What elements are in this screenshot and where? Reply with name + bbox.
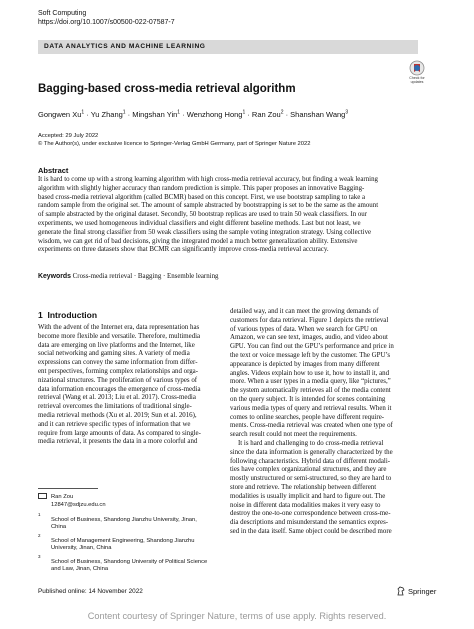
abstract-line: algorithm with slightly higher accuracy than random prediction is simple. This paper proposes an innovative Bagging- (38, 184, 365, 192)
body-line: angles. Videos explain how to use it, how to install it, and (230, 369, 390, 377)
publisher-logo (396, 586, 436, 596)
abstract-line: of sample abstracted by the original dataset. Secondly, 50 bootstrap replicas are used to train 50 weak classifiers. In our (38, 211, 368, 219)
keywords-label: Keywords (38, 273, 71, 280)
courtesy-notice: Content courtesy of Springer Nature, terms of use apply. Rights reserved. (87, 611, 387, 621)
body-line: mostly unstructured or semi-structured, so they are hard to (230, 475, 392, 483)
body-line: dia descriptions and misunderstand the semantics expres- (230, 519, 389, 527)
author-affiliation-mark: 3 (345, 109, 349, 116)
copyright-notice: © The Author(s), under exclusive licence to Springer-Verlag GmbH Germany, part of Springer Nature 2022 (38, 140, 311, 147)
abstract-heading: Abstract (38, 166, 69, 175)
body-line: more. When a user types in a media query, like “pictures,” (230, 378, 391, 386)
abstract-line: It is hard to come up with a strong learning algorithm with high cross-media retrieval accuracy, but finding a weak learning (38, 176, 378, 183)
affiliation-number: 1 (38, 512, 41, 518)
body-line: comes to online searches, people have different require- (230, 413, 385, 421)
corresponding-email[interactable]: 12847@sdjzu.edu.cn (51, 501, 106, 508)
affiliation-number: 2 (38, 533, 41, 539)
paper-title: Bagging-based cross-media retrieval algorithm (38, 83, 296, 95)
body-line: ties have complex organizational structures, and they are (230, 466, 387, 474)
affiliation-line: School of Management Engineering, Shandong Jianzhu (51, 537, 195, 544)
keywords-text: Cross-media retrieval · Bagging · Ensemble learning (72, 273, 219, 280)
footnote-rule (38, 488, 98, 489)
body-line: since the data information is generally characterized by the (230, 448, 393, 456)
body-line: GPU. You can find out the GPU’s performance and price in (230, 343, 394, 351)
body-line: social networking and gaming sites. A variety of media (38, 350, 190, 358)
author-name[interactable]: Wenzhong Hong (186, 110, 243, 119)
affiliation-line: School of Business, Shandong Jianzhu University, Jinan, (51, 516, 197, 523)
email-icon (38, 493, 47, 499)
affiliation-1 (38, 512, 224, 532)
body-line: the text or voice message left by the customer. The GPU’s (230, 351, 391, 359)
accepted-date: Accepted: 29 July 2022 (38, 133, 99, 139)
affiliation-3 (38, 554, 224, 574)
body-line: various media types of query and retrieval results. When it (230, 404, 392, 412)
body-line: retrieval overcomes the limitations of traditional single- (38, 403, 192, 411)
body-line: require from large amounts of data. As compared to single- (38, 429, 201, 437)
publisher-name: Springer (408, 587, 437, 596)
author-affiliation-mark: 1 (81, 109, 85, 116)
keywords (38, 272, 218, 281)
body-line: retrieval (Wang et al. 2013; Liu et al. 2017). Cross-media (38, 394, 196, 402)
body-line: search result could not meet the requirements. (230, 431, 357, 439)
springer-horse-icon (396, 586, 406, 596)
body-line: following characteristics. Hybrid data of different modali- (230, 457, 391, 465)
author-name[interactable]: Yu Zhang (90, 110, 123, 119)
body-line: the system automatically retrieves all of the media content (230, 387, 391, 395)
author-affiliation-mark: 1 (122, 109, 126, 116)
body-line: modalities is usually implicit and hard to figure out. The (230, 492, 386, 500)
section-title: Introduction (47, 310, 98, 320)
body-line: nizational structures. The proliferation of various types of (38, 376, 198, 384)
journal-name: Soft Computing (38, 10, 87, 17)
affiliation-line: China (51, 524, 67, 530)
section-banner: DATA ANALYTICS AND MACHINE LEARNING (38, 40, 418, 54)
body-line: of various types of data. When we search for GPU on (230, 325, 378, 333)
affiliation-2 (38, 533, 224, 553)
author-name[interactable]: Gongwen Xu (38, 110, 82, 119)
check-for-updates-icon (409, 60, 425, 76)
corresponding-author (38, 492, 224, 509)
body-line: sed in the data itself. Same object could be described more (230, 527, 392, 535)
body-line: store and retrieve. The relationship between different (230, 483, 377, 491)
body-line: data information encourages the emergence of cross-media (38, 385, 201, 393)
body-line: media retrieval methods (Xu et al. 2019; Sun et al. 2016), (38, 411, 197, 419)
body-line: Amazon, we can see text, images, audio, and video about (230, 334, 388, 342)
abstract-line: random sample from the original set. The amount of sample abstracted by bootstrapping is set to be the same as the amount (38, 202, 379, 210)
body-line: expressions can convey the same information from differ- (38, 359, 198, 367)
body-line: become more flexible and versatile. Therefore, multimedia (38, 332, 201, 340)
badge-line1: Check for (409, 76, 425, 80)
affiliation-line: and Law, Jinan, China (51, 566, 109, 572)
body-line: destroy the one-to-one correspondence between cross-me- (230, 510, 391, 518)
abstract-line: wisdom, we can get rid of bad decisions, giving the integrated model a much better generalization ability. Extensive (38, 237, 358, 245)
corresponding-name: Ran Zou (51, 494, 74, 500)
affiliation-line: University, Jinan, China (51, 545, 112, 551)
body-line: noise in different data modalities makes it very easy to (230, 501, 381, 509)
body-line: media retrieval, it presents the data in a more colorful and (38, 438, 198, 446)
abstract-line: based cross-media retrieval algorithm (called BCMR) based on this concept. First, we use bootstrap sampling to take a (38, 193, 366, 201)
author-affiliation-mark: 2 (280, 109, 284, 116)
body-line: detailed way, and it can meet the growing demands of (230, 308, 379, 315)
affiliation-line: School of Business, Shandong University of Political Science (51, 558, 208, 565)
author-list: Gongwen $Xu^1 \cdot Yu$ Zhang$^1$ · Mingshan Yin$^1$ · Wenzhong Hong$^1$ · Ran Zou$^2$ · Shanshan Wang$^3$ (38, 109, 349, 119)
body-line: on the query subject. It is intended for scenes containing (230, 395, 386, 403)
author-name[interactable]: Shanshan Wang (290, 110, 346, 119)
journal-header (38, 9, 175, 27)
body-line: ent perspectives, forming complex relationships and orga- (38, 367, 199, 375)
abstract-line: experiments on three datasets show that BCMR can significantly improve cross-media retrieval accuracy. (38, 246, 329, 254)
abstract-line: experiments, we used homogeneous individual classifiers and eight different baseline methods. Last but not least, we (38, 219, 361, 227)
body-line: customers for data retrieval. Figure 1 depicts the retrieval (230, 316, 389, 324)
body-line: appearance is depicted by images from many different (230, 360, 380, 368)
right-column-text (230, 308, 436, 537)
body-line: and it can retrieve specific types of information that we (38, 420, 191, 428)
affiliation-number: 3 (38, 554, 41, 560)
body-line: ments. Cross-media retrieval was created when one type of (230, 422, 393, 430)
badge-line2: updates (410, 80, 424, 84)
left-column-text (38, 324, 224, 447)
section-heading (38, 310, 97, 320)
abstract-line: generate the final strong classifier from 50 weak classifiers using the sample voting integration strategy. Using collective (38, 228, 372, 236)
section-number: 1 (38, 310, 43, 320)
author-name[interactable]: Mingshan Yin (132, 110, 178, 119)
check-for-updates-badge[interactable] (398, 60, 436, 84)
article-dates (38, 133, 310, 148)
author-affiliation-mark: 1 (242, 109, 246, 116)
author-affiliation-mark: 1 (177, 109, 181, 116)
body-line: It is hard and challenging to do cross-media retrieval (238, 439, 384, 447)
body-line: With the advent of the Internet era, data representation has (38, 324, 200, 331)
journal-doi-link[interactable]: https://doi.org/10.1007/s00500-022-07587-7 (38, 19, 175, 26)
author-name[interactable]: Ran Zou (251, 110, 281, 119)
abstract-text (38, 176, 436, 255)
published-date: Published online: 14 November 2022 (38, 588, 143, 595)
body-line: data are emerging on live platforms and the Internet, like (38, 341, 195, 349)
